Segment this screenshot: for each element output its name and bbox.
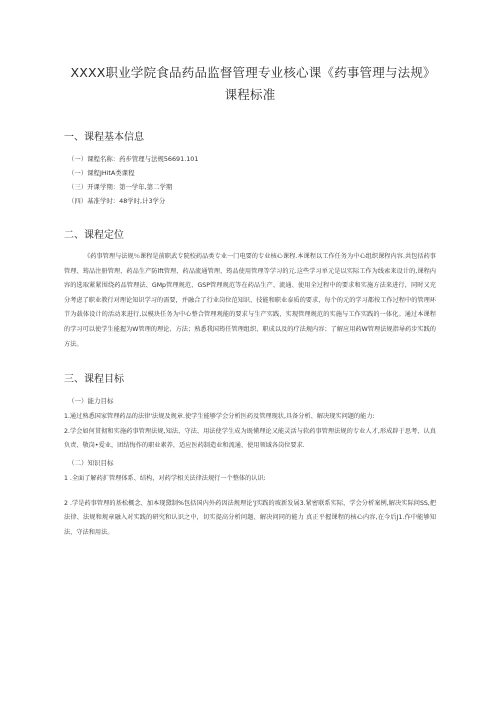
info-item: （一）课程JHitA类课程 xyxy=(68,169,135,177)
section-heading-positioning: 二、课程定位 xyxy=(64,230,124,241)
knowledge-paragraph-2: 2 .学是药事管理的基松概念、加本现黛制%包括国内外药因法规理论'J实践的坡新发展3.紧密联系实际，学会分析案例,解决实际问SS,把法律、法规和规章融入对实践的研究和认识之中，切实提高分析问题、解决问同的能力 真正平握课程的核心内容,在今后J1.作中能够知法、守法和用法。 xyxy=(64,499,436,536)
knowledge-paragraph-1: 1 .全面了解药扩管理体系、结构，对药学相关法律法规行一个整体的认识: xyxy=(64,474,266,482)
section-heading-objectives: 三、课程目标 xyxy=(64,374,124,386)
document-title: XXXX职业学院食品药品监督管理专业核心课《药事管理与法规》课程标准 xyxy=(70,65,430,102)
ability-paragraph-1: 1.通过熟悉国家管理药品的法律'法规及规章.使学生能够学会分析医药及管理现状,具备分析、解决现实问题的能力: xyxy=(64,413,375,421)
ability-paragraph-2: 2.学会如何贯彻和实施药事管理法规,知法、守法、用法使学生成为既懂理论又能灵活与软药事管理法规的专业人才,形成辟于思考、认真负责、敬岗•爱业，团结悔作的职业素养，适应医药制造业和流通、使用领域各岗位要求. xyxy=(64,427,436,450)
positioning-paragraph: 《药事管理与法规％课程是前职武专院校药品类专业一门电要的专业核心课程.本课程以工作任务为中心组织课程内容.共包括药事管理、筠品注册管理、药品生产防lft管理、药品流通管理、筠品使用管理等学习的元.这些学习单元是以实际工作为线索来设计的,课程内容的选取紧紧围绕药品管理法、GMp管理规范、GSP管理规范等在药品生产、流通、使用全过程中的要求和实施方法来进行，同时又充分考虑了职业教行对理论知识学习的需要，并融合了行业岗位范知识、技能和职业泰质的要求，每个的元的学习都按工作过程中的管理环节为载体设计的活动来进行,以模块任务为中心整合管理观能的要求与生产实践，实现管理规范的实施与工作实践的一体化。通过本课程的学习可以使学生能握为W管理的理论、方法；熟悉我国筠任管理组织、职成以及的疗法规内容；了解应用药W管理法规指导药步实践的方法。 xyxy=(64,253,436,348)
section-heading-basic-info: 一、课程基本信息 xyxy=(64,132,144,143)
info-item: （一）课程名称：药步管理与法规56691.101 xyxy=(68,155,199,163)
info-item: （四）基准学时：48学时,计3学分 xyxy=(68,197,166,205)
subheading-ability: （一）能力目标 xyxy=(68,397,114,406)
info-item: （三）开课学期：第一学年,第二学期 xyxy=(68,183,173,191)
subheading-knowledge: （二）知识目标 xyxy=(68,458,114,467)
